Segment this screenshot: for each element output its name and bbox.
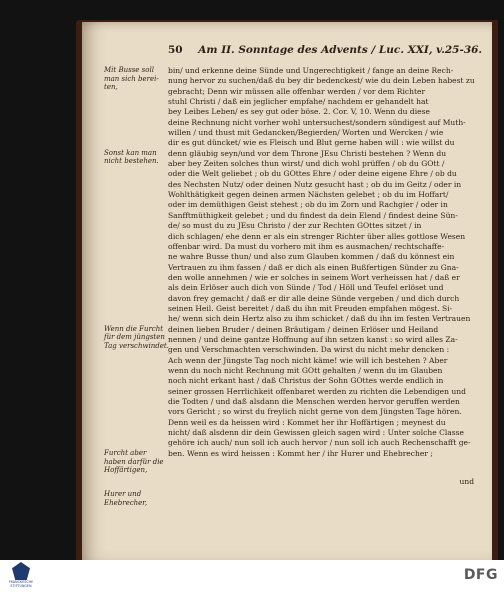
- text-line: noch nicht erkant hast / daß Christus der Sohn GOttes werde endlich in: [168, 376, 444, 386]
- text-line: Sanfftmüthigkeit gelebet ; und du findest da dein Elend / findest deine Sün-: [168, 210, 458, 220]
- text-line: des Nechsten Nutz/ oder deinen Nutz gesucht hast ; ob du im Geitz / oder in: [168, 179, 462, 189]
- text-line: vors Gericht ; so wirst du freylich nicht gerne von dem Jüngsten Tage hören.: [168, 407, 462, 417]
- text-line: stuhl Christi / daß ein jeglicher empfahe/ nachdem er gehandelt hat: [168, 97, 429, 107]
- text-line: Denn weil es da heissen wird : Kommet her ihr Hoffärtigen ; meynest du: [168, 417, 446, 427]
- text-line: willen / und thust mit Gedancken/Begierden/ Worten und Wercken / wie: [168, 128, 444, 138]
- text-line: bey Leibes Leben/ es sey gut oder böse. 2. Cor. V, 10. Wenn du diese: [168, 107, 430, 117]
- margin-note: Hurer und Ehebrecher,: [104, 490, 148, 507]
- margin-note: Sonst kan man nicht bestehen.: [104, 148, 159, 166]
- text-line: Ach wenn der Jüngste Tag noch nicht käme! wie will ich bestehen ? Aber: [168, 355, 448, 365]
- text-line: ben. Wenn es wird heissen : Kommt her / ihr Hurer und Ehebrecher ;: [168, 448, 433, 458]
- text-line: seinen Heil. Geist bereitet / daß du ihn mit Freuden empfahen mögest. Si-: [168, 303, 453, 313]
- text-line: nicht/ daß alsdenn dir dein Gewissen gleich sagen wird : Unter solche Classe: [168, 428, 464, 438]
- franckesche-stiftungen-logo: [4, 562, 38, 590]
- margin-note: Furcht aber haben darfür die Hoffärtigen,: [104, 448, 164, 475]
- text-line: davon frey gemacht / daß er dir alle deine Sünde vergeben / und dich durch: [168, 293, 460, 303]
- text-line: nennen / und deine gantze Hoffnung auf ihn setzen kanst : so wird alles Za-: [168, 334, 458, 344]
- text-line: bin/ und erkenne deine Sünde und Ungerechtigkeit / fange an deine Rech-: [168, 66, 454, 75]
- text-line: gen und Verschmachten verschwinden. Da wirst du nicht mehr dencken :: [168, 345, 450, 355]
- page-header: [168, 44, 483, 56]
- text-line: he/ wenn sich dein Hertz also zu ihm schicket / daß du ihn im festen Vertrauen: [168, 314, 471, 324]
- text-line: denn gläubig seyn/und vor dem Throne JEsu Christi bestehen ? Wenn du: [168, 148, 447, 158]
- text-line: oder die Welt geliebet ; ob du GOttes Ehre / oder deine eigene Ehre / ob du: [168, 169, 457, 179]
- text-line: gehöre ich auch/ nun soll ich auch hervor / nun soll ich auch Rechenschafft ge-: [168, 438, 471, 448]
- text-line: Vertrauen zu ihm fassen / daß er dich als einen Bußfertigen Sünder zu Gna-: [168, 262, 459, 272]
- text-line: gebracht; Denn wir müssen alle offenbar werden / vor dem Richter: [168, 86, 426, 96]
- margin-note: Wenn die Furcht für dem jüngsten Tag verschwindet.: [104, 324, 169, 350]
- text-line: oder im demüthigen Geist stehest ; ob du im Zorn und Rachgier / oder in: [168, 200, 448, 210]
- footer-bar: [0, 560, 504, 592]
- text-line: offenbar wird. Da must du vorhero mit ihm es ausmachen/ rechtschaffe-: [168, 241, 445, 251]
- text-line: dich schlagen/ ehe denn er als ein strenger Richter über alles gottlose Wesen: [168, 231, 466, 241]
- logo-caption: FRANCKESCHE STIFTUNGEN: [8, 580, 34, 588]
- text-line: wenn du noch nicht Rechnung mit GOtt gehalten / wenn du im Glauben: [168, 365, 443, 375]
- text-line: deinen lieben Bruder / deinen Bräutigam / deinen Erlöser und Heiland: [168, 324, 439, 334]
- body-text: [168, 66, 484, 459]
- text-line: die Todten / und daß alsdann die Menschen werden hervor geruffen werden: [168, 397, 460, 406]
- crest-icon: [12, 562, 30, 580]
- dfg-logo: DFG: [463, 567, 498, 583]
- running-head: Am II. Sonntage des Advents / Luc. XXI, v.25-36.: [198, 44, 483, 56]
- text-line: deine Rechnung nicht vorher wohl untersuchest/sondern sündigest auf Muth-: [168, 117, 466, 127]
- text-line: als dein Erlöser auch dich von Sünde / Tod / Höll und Teufel erlöset und: [168, 283, 444, 293]
- text-line: Wohlthätigkeit gegen deinen armen Nächsten gelebet ; ob du im Hoffart/: [168, 190, 449, 200]
- text-line: aber bey Zeiten solches thun wirst/ und dich wohl prüffen / ob du GOtt /: [168, 159, 445, 169]
- text-line: ne wahre Busse thun/ und also zum Glauben kommen / daß du könnest ein: [168, 252, 455, 262]
- text-line: de/ so must du zu JEsu Christo / der zur Rechten GOttes sitzet / in: [168, 221, 422, 231]
- catchword: und: [459, 477, 474, 486]
- text-line: nung hervor zu suchen/daß du bey dir bedenckest/ wie du dein Leben habest zu: [168, 76, 475, 86]
- page-number: 50: [168, 44, 183, 56]
- margin-note: Mit Busse soll man sich berei-ten,: [104, 66, 159, 92]
- text-line: dir es gut düncket/ wie es Fleisch und Blut gerne haben will : wie willst du: [168, 138, 455, 148]
- book-page: [82, 22, 492, 560]
- text-line: den wolle annehmen / wie er solches in seinem Wort verheissen hat / daß er: [168, 272, 460, 282]
- text-line: seiner grossen Herrlichkeit offenbaret werden zu richten die Lebendigen und: [168, 386, 466, 396]
